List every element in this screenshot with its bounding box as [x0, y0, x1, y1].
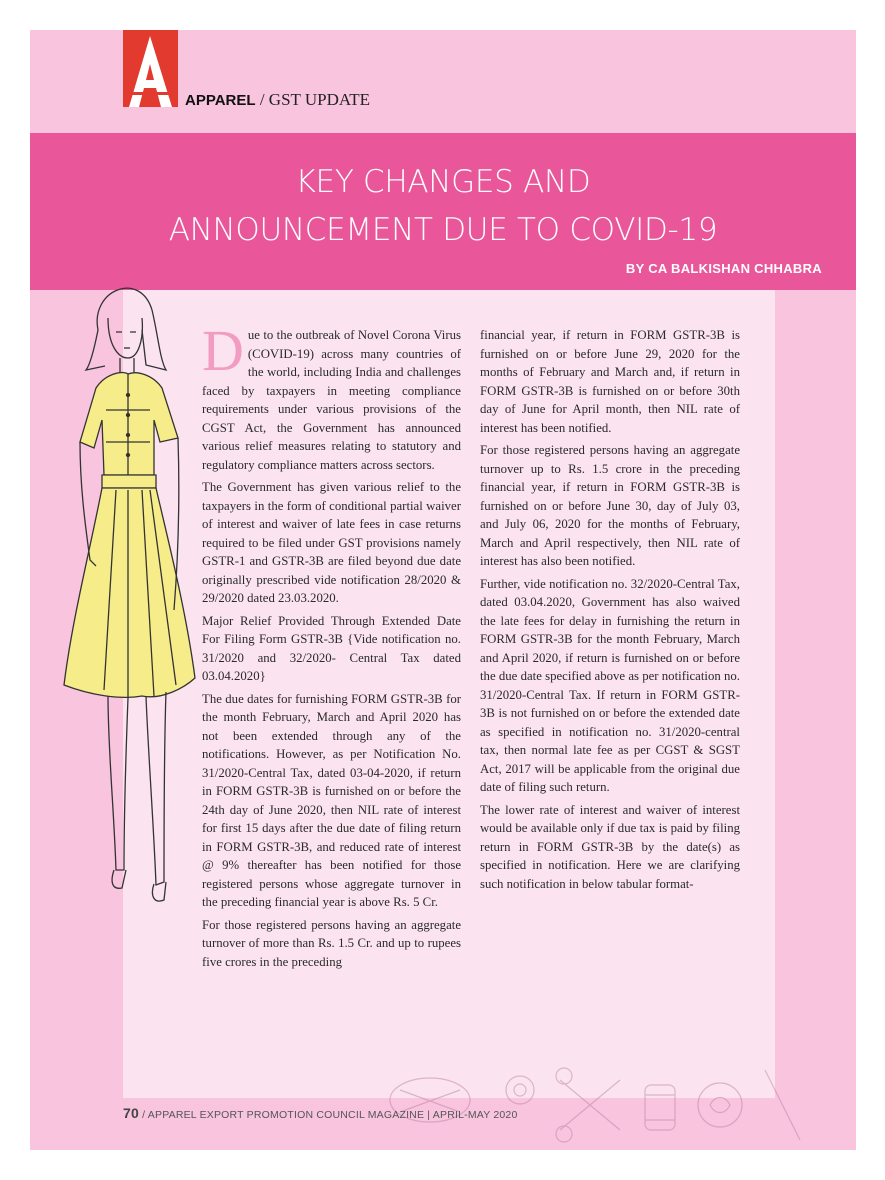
article-paragraph: For those registered persons having an aggregate turnover of more than Rs. 1.5 Cr. and up to rupees five crores in the preceding — [202, 917, 461, 969]
article-paragraph: For those registered persons having an aggregate turnover up to Rs. 1.5 crore in the preceding financial year, if return in FORM GSTR-3B is furnished on or before June 30, day of July 03, and July 06, 2020 for the months of February, March and April respectively, then NIL rate of interest has also been notified. — [480, 443, 740, 568]
article-paragraph: The Government has given various relief to the taxpayers in the form of conditional partial waiver of interest and waiver of late fees in case returns required to be filed under GST provisions namely GSTR-1 and GSTR-3B are filed beyond due date originally prescribed vide notification 28/2020 & 29/2020 dated 23.03.2020. — [202, 480, 461, 605]
page-number: 70 — [123, 1105, 139, 1121]
article-paragraph: The due dates for furnishing FORM GSTR-3B for the month February, March and April 2020 has not been extended through any of the notifications. However, as per Notification No. 31/2020-Central Tax, dated 03-04-2020, if return in FORM GSTR-3B is furnished on or before the 24th day of June 2020, then NIL rate of interest for first 15 days after the due date of filing return in FORM GSTR-3B, and reduced rate of interest @ 9% thereafter has been notified for those registered persons whose aggregate turnover in the preceding financial year is above Rs. 5 Cr. — [202, 691, 461, 909]
apparel-logo — [123, 30, 178, 107]
article-column-2 — [480, 326, 740, 897]
footer-separator: / — [142, 1109, 146, 1121]
section-brand: APPAREL — [185, 92, 256, 109]
article-paragraph: Major Relief Provided Through Extended Date For Filing Form GSTR-3B {Vide notification no. 31/2020 and 32/2020- Central Tax dated 03.04.2020} — [202, 613, 461, 683]
article-paragraph: financial year, if return in FORM GSTR-3B is furnished on or before June 29, 2020 for the months of February and March and, if return in FORM GSTR-3B is furnished on or before 30th day of June for April month, then NIL rate of interest has been notified. — [480, 328, 740, 435]
article-title-line2: ANNOUNCEMENT DUE TO COVID-19 — [168, 212, 718, 248]
magazine-page — [30, 30, 856, 1150]
article-paragraph: The lower rate of interest and waiver of interest would be available only if due tax is paid by filing return in FORM GSTR-3B by the date(s) as specified in notification. Here we are clarifying such notification in below tabular format- — [480, 802, 740, 891]
footer-divider: | — [427, 1109, 431, 1121]
article-paragraph: Due to the outbreak of Novel Corona Virus (COVID-19) across many countries of the world, including India and challenges faced by taxpayers in meeting compliance requirements under various provisions of the CGST Act, the Government has announced various relief measures relating to statutory and regulatory compliance matters across sectors. — [202, 318, 461, 472]
article-paragraph: Further, vide notification no. 32/2020-Central Tax, dated 03.04.2020, Government has also waived the late fees for delay in furnishing the return in FORM GSTR-3B for the month February, March and April 2020, if return is furnished on or before the due date specified above as per notification no. 31/2020-Central Tax. If return in FORM GSTR-3B is not furnished on or before the extended date as specified in notification no. 31/2020-central tax, then normal late fee as per CGST & SGST Act, 2017 will be applicable from the original due date of filing such return. — [480, 576, 740, 794]
page-footer — [123, 1105, 517, 1121]
title-banner — [30, 133, 856, 290]
publication-name: APPAREL EXPORT PROMOTION COUNCIL MAGAZINE — [147, 1109, 425, 1121]
section-separator: / — [259, 90, 265, 109]
article-column-1 — [202, 318, 461, 975]
drop-cap: D — [202, 318, 244, 383]
issue-date: APRIL-MAY 2020 — [432, 1109, 518, 1121]
article-title-line1: KEY CHANGES AND — [295, 164, 591, 200]
section-topic: GST UPDATE — [268, 90, 371, 109]
section-label — [185, 90, 370, 110]
fashion-illustration — [50, 270, 200, 910]
article-byline: BY CA BALKISHAN CHHABRA — [625, 261, 822, 276]
